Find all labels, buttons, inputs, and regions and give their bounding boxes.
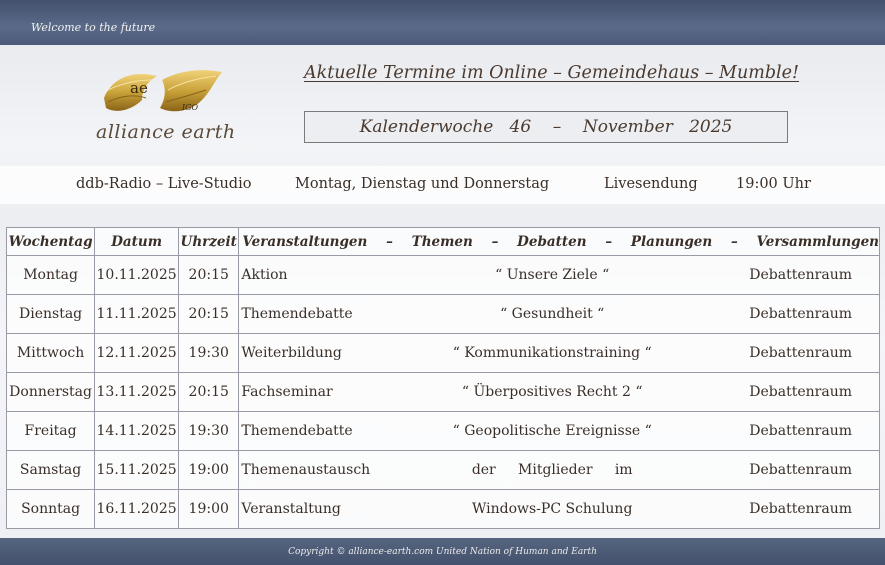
- cell-date: 14.11.2025: [95, 412, 179, 451]
- cell-date: 13.11.2025: [95, 373, 179, 412]
- cell-day: Dienstag: [7, 295, 95, 334]
- cell-time: 19:30: [179, 412, 239, 451]
- table-row: [7, 412, 880, 451]
- table-row: [7, 373, 880, 412]
- cell-date: 11.11.2025: [95, 295, 179, 334]
- table-row: [7, 295, 880, 334]
- cell-time: 19:30: [179, 334, 239, 373]
- radio-type: Livesendung: [604, 176, 698, 192]
- cell-day: Mittwoch: [7, 334, 95, 373]
- event-topic: “ Gesundheit “: [500, 306, 605, 322]
- event-topic: “ Geopolitische Ereignisse “: [452, 423, 652, 439]
- footer-bar: [0, 538, 885, 565]
- col-header-day: Wochentag: [7, 228, 95, 256]
- event-room: Debattenraum: [749, 423, 852, 439]
- cell-time: 19:00: [179, 490, 239, 529]
- event-topic: “ Überpositives Recht 2 “: [461, 384, 643, 400]
- table-row: [7, 334, 880, 373]
- gold-wings-icon: [102, 68, 224, 118]
- table-row: [7, 490, 880, 529]
- welcome-text: Welcome to the future: [31, 21, 156, 34]
- table-row: [7, 451, 880, 490]
- cell-time: 20:15: [179, 295, 239, 334]
- event-type: Fachseminar: [241, 384, 333, 400]
- event-topic: “ Unsere Ziele “: [495, 267, 610, 283]
- cell-day: Montag: [7, 256, 95, 295]
- cell-event: [239, 373, 880, 412]
- svg-text:ae: ae: [130, 79, 148, 97]
- col-header-time: Uhrzeit: [179, 228, 239, 256]
- event-type: Aktion: [241, 267, 288, 283]
- cell-date: 16.11.2025: [95, 490, 179, 529]
- top-banner: [0, 0, 885, 45]
- copyright-text: Copyright © alliance-earth.com United Nation of Human and Earth: [288, 547, 597, 557]
- cell-date: 15.11.2025: [95, 451, 179, 490]
- event-type: Themendebatte: [241, 423, 353, 439]
- table-row: [7, 256, 880, 295]
- schedule-table: [6, 227, 880, 529]
- event-type: Themendebatte: [241, 306, 353, 322]
- cell-date: 10.11.2025: [95, 256, 179, 295]
- cell-event: [239, 295, 880, 334]
- cell-day: Sonntag: [7, 490, 95, 529]
- radio-days: Montag, Dienstag und Donnerstag: [295, 176, 550, 192]
- event-type: Themenaustausch: [241, 462, 371, 478]
- event-type: Veranstaltung: [241, 501, 341, 517]
- cell-event: [239, 334, 880, 373]
- event-room: Debattenraum: [749, 345, 852, 361]
- radio-time: 19:00 Uhr: [736, 176, 811, 192]
- cell-day: Donnerstag: [7, 373, 95, 412]
- cell-date: 12.11.2025: [95, 334, 179, 373]
- event-room: Debattenraum: [749, 501, 852, 517]
- cell-time: 20:15: [179, 373, 239, 412]
- svg-text:IGO: IGO: [182, 103, 199, 112]
- table-header-row: [7, 228, 880, 256]
- event-room: Debattenraum: [749, 267, 852, 283]
- event-type: Weiterbildung: [241, 345, 342, 361]
- page-headline: Aktuelle Termine im Online – Gemeindehaus – Mumble!: [304, 63, 800, 83]
- radio-studio: ddb-Radio – Live-Studio: [76, 176, 252, 192]
- cell-time: 19:00: [179, 451, 239, 490]
- cell-time: 20:15: [179, 256, 239, 295]
- event-topic: der Mitglieder im: [471, 462, 633, 478]
- col-header-events: Veranstaltungen – Themen – Debatten – Planungen – Versammlungen: [239, 228, 880, 256]
- cell-day: Freitag: [7, 412, 95, 451]
- cell-event: [239, 256, 880, 295]
- col-header-date: Datum: [95, 228, 179, 256]
- event-topic: Windows-PC Schulung: [471, 501, 633, 517]
- cell-event: [239, 490, 880, 529]
- cell-event: [239, 412, 880, 451]
- radio-schedule-strip: [0, 166, 885, 204]
- event-topic: “ Kommunikationstraining “: [452, 345, 652, 361]
- cell-event: [239, 451, 880, 490]
- event-room: Debattenraum: [749, 462, 852, 478]
- brand-name: alliance earth: [96, 121, 236, 143]
- cell-day: Samstag: [7, 451, 95, 490]
- event-room: Debattenraum: [749, 306, 852, 322]
- event-room: Debattenraum: [749, 384, 852, 400]
- calendar-week-box: Kalenderwoche 46 – November 2025: [304, 111, 788, 143]
